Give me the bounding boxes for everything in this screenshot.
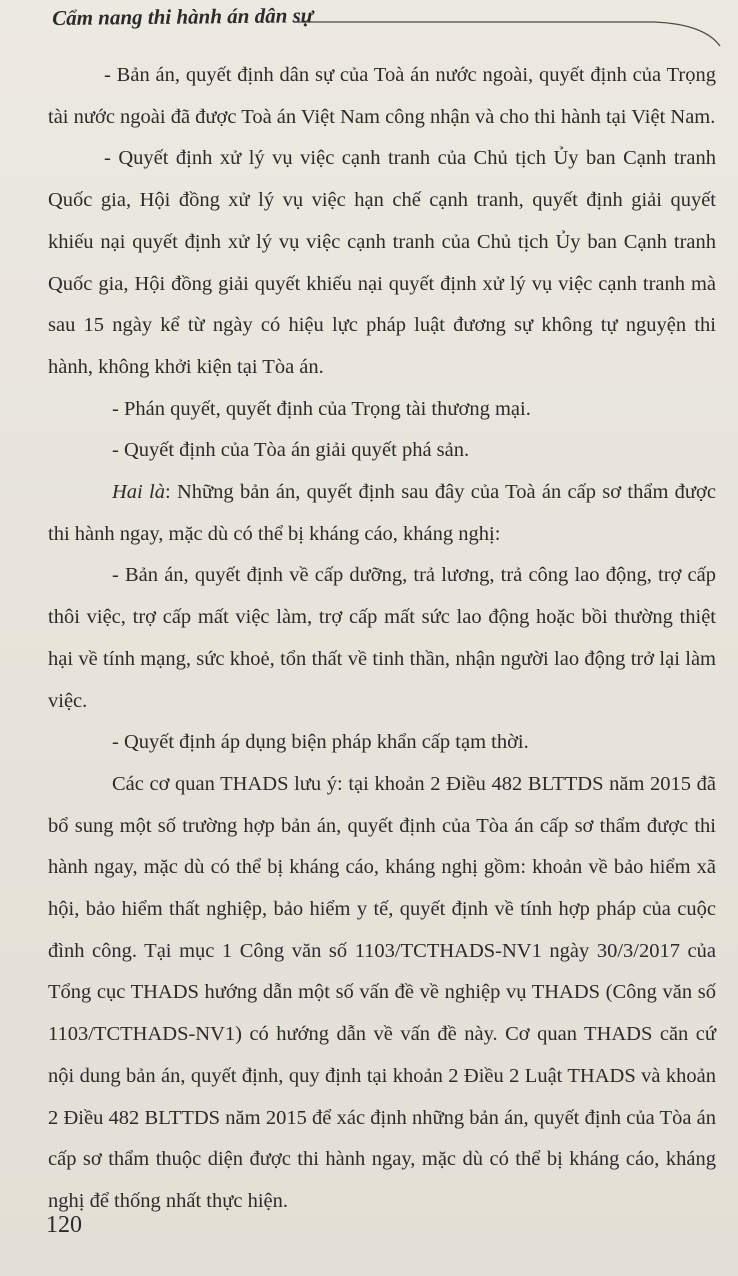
paragraph-lead: Hai là: [112, 481, 165, 504]
running-title: Cẩm nang thi hành án dân sự: [52, 3, 314, 30]
paragraph-text: - Quyết định áp dụng biện pháp khẩn cấp tạm thời.: [112, 731, 529, 754]
paragraph-second-category: [48, 472, 716, 555]
paragraph-arbitration-awards: [48, 389, 716, 431]
paragraph-text: - Bản án, quyết định về cấp dưỡng, trả lương, trả công lao động, trợ cấp thôi việc, trợ cấp mất việc làm, trợ cấp mất sức lao động hoặc bồi thường thiệt hại về tính mạng, sức khoẻ, tổn thất về tinh thần, nhận người lao động trở lại làm việc.: [48, 564, 716, 712]
paragraph-text: : Những bản án, quyết định sau đây của Toà án cấp sơ thẩm được thi hành ngay, mặc dù có thể bị kháng cáo, kháng nghị:: [48, 481, 716, 545]
body-text: [48, 55, 716, 1223]
paragraph-text: - Bản án, quyết định dân sự của Toà án nước ngoài, quyết định của Trọng tài nước ngoài đã được Toà án Việt Nam công nhận và cho thi hành tại Việt Nam.: [48, 64, 716, 128]
paragraph-labor-compensation: [48, 555, 716, 722]
paragraph-competition-decisions: [48, 138, 716, 388]
paragraph-text: - Quyết định xử lý vụ việc cạnh tranh của Chủ tịch Ủy ban Cạnh tranh Quốc gia, Hội đồng xử lý vụ việc hạn chế cạnh tranh, quyết định giải quyết khiếu nại quyết định xử lý vụ việc cạnh tranh của Chủ tịch Ủy ban Cạnh tranh Quốc gia, Hội đồng giải quyết khiếu nại quyết định xử lý vụ việc cạnh tranh mà sau 15 ngày kể từ ngày có hiệu lực pháp luật đương sự không tự nguyện thi hành, không khởi kiện tại Tòa án.: [48, 147, 716, 378]
paragraph-text: - Phán quyết, quyết định của Trọng tài thương mại.: [112, 397, 531, 420]
paragraph-provisional-measures: [48, 722, 716, 764]
running-header: [0, 0, 738, 50]
paragraph-bankruptcy-decisions: [48, 430, 716, 472]
page-number: 120: [46, 1212, 82, 1238]
paragraph-foreign-judgments: [48, 55, 716, 138]
paragraph-text: Các cơ quan THADS lưu ý: tại khoản 2 Điều 482 BLTTDS năm 2015 đã bổ sung một số trường hợp bản án, quyết định của Tòa án cấp sơ thẩm được thi hành ngay, mặc dù có thể bị kháng cáo, kháng nghị gồm: khoản về bảo hiểm xã hội, bảo hiểm thất nghiệp, bảo hiểm y tế, quyết định về tính hợp pháp của cuộc đình công. Tại mục 1 Công văn số 1103/TCTHADS-NV1 ngày 30/3/2017 của Tổng cục THADS hướng dẫn một số vấn đề về nghiệp vụ THADS (Công văn số 1103/TCTHADS-NV1) có hướng dẫn về vấn đề này. Cơ quan THADS căn cứ nội dung bản án, quyết định, quy định tại khoản 2 Điều 2 Luật THADS và khoản 2 Điều 482 BLTTDS năm 2015 để xác định những bản án, quyết định của Tòa án cấp sơ thẩm thuộc diện được thi hành ngay, mặc dù có thể bị kháng cáo, kháng nghị để thống nhất thực hiện.: [48, 772, 716, 1212]
paragraph-thads-note: [48, 764, 716, 1223]
paragraph-text: - Quyết định của Tòa án giải quyết phá sản.: [112, 439, 470, 462]
